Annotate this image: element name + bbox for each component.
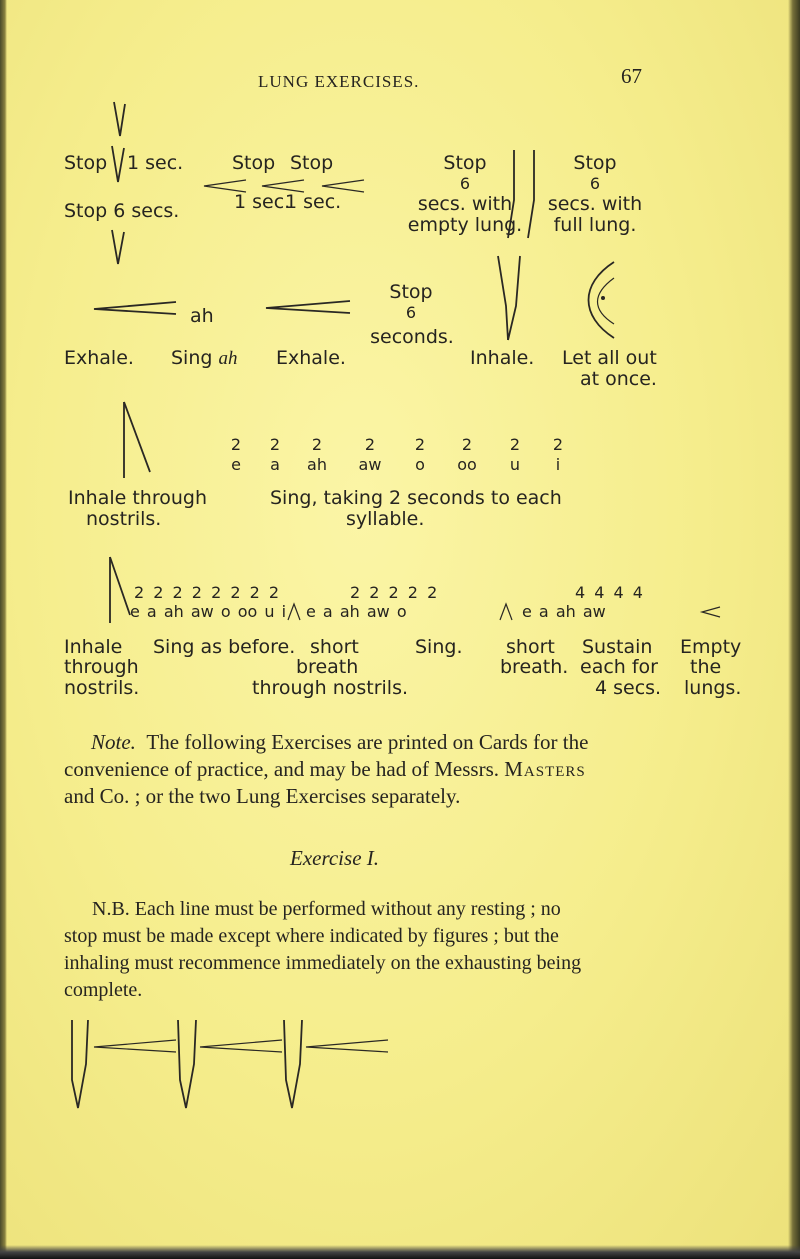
empty-lungs-wedge: [700, 605, 722, 619]
syllable-numbers-c: 4 4 4 4: [575, 583, 643, 602]
note-line-2: convenience of practice, and may be had of Messrs. Masters: [64, 757, 586, 781]
syllable-vowel: e: [231, 455, 241, 474]
empty-label: Empty: [680, 636, 742, 658]
full-lung-six: 6: [589, 174, 601, 193]
short-label-1: short: [310, 636, 359, 658]
nostrils-label-3: nostrils.: [64, 677, 140, 699]
empty-lung-secs: secs. with: [417, 193, 513, 215]
inhale-brackets-glyph: [490, 256, 530, 342]
syllable-vowels-c: e a ah aw: [522, 602, 606, 621]
syllable-number: 2: [230, 435, 242, 454]
seconds-label: seconds.: [370, 326, 454, 348]
page-number: 67: [621, 64, 642, 88]
nb-line-2: stop must be made except where indicated by figures ; but the: [64, 925, 559, 947]
empty-lung-six: 6: [459, 174, 471, 193]
sustain-label: Sustain: [582, 636, 653, 658]
each-for-label: each for: [580, 656, 658, 678]
running-header: LUNG EXERCISES.: [258, 72, 420, 91]
one-sec-label-b: 1 sec.: [285, 191, 342, 213]
exhale-label-2: Exhale.: [276, 347, 346, 369]
syllable-vowel: ah: [307, 455, 327, 474]
inhale-triangle-glyph: [120, 400, 156, 480]
exhale-wedge-glyph-2: [264, 299, 352, 315]
syllable-number: 2: [414, 435, 426, 454]
nostrils-label: nostrils.: [86, 508, 162, 530]
inhale-stroke-glyph: [104, 102, 128, 184]
syllable-number: 2: [509, 435, 521, 454]
inhale-stroke-glyph-2: [104, 230, 128, 266]
sing-as-before-label: Sing as before.: [153, 636, 296, 658]
note-line-3: and Co. ; or the two Lung Exercises separately.: [64, 784, 461, 808]
nb-line-4: complete.: [64, 979, 143, 1001]
syllable-numbers-a: 2 2 2 2 2 2 2 2: [134, 583, 280, 602]
the-label: the: [690, 656, 722, 678]
exercise-title: Exercise I.: [290, 846, 380, 870]
lungs-label: lungs.: [684, 677, 742, 699]
let-out-curve-glyph: [578, 258, 630, 342]
page-bottom-edge: [0, 1245, 800, 1259]
nb-line-3: inhaling must recommence immediately on the exhausting being: [64, 952, 582, 974]
syllable-vowel: i: [555, 455, 561, 474]
syllable-number: 2: [552, 435, 564, 454]
exhale-label-1: Exhale.: [64, 347, 134, 369]
sing-instruction-line2: syllable.: [346, 508, 425, 530]
note-line-1: Note. The following Exercises are printed on Cards for the: [91, 730, 589, 754]
syllable-vowel: a: [270, 455, 280, 474]
syllable-vowels-b: e a ah aw o: [306, 602, 407, 621]
empty-lung-label: empty lung.: [407, 214, 523, 236]
syllable-number: 2: [311, 435, 323, 454]
syllable-vowel: aw: [358, 455, 382, 474]
syllable-numbers-b: 2 2 2 2 2: [350, 583, 438, 602]
short-breath-mark-2: [498, 602, 514, 622]
page-right-edge: [788, 0, 800, 1259]
four-secs-label: 4 secs.: [595, 677, 662, 699]
syllable-vowels-a: e a ah aw o oo u i: [130, 602, 287, 621]
through-label-3: through: [64, 656, 139, 678]
syllable-number: 2: [269, 435, 281, 454]
one-sec-label-a: 1 sec.: [234, 191, 291, 213]
syllable-vowel: u: [509, 455, 521, 474]
sing-instruction-line1: Sing, taking 2 seconds to each: [270, 487, 562, 509]
stop-mid-label: Stop: [389, 281, 433, 303]
stop-label-a: Stop: [232, 152, 276, 174]
let-all-out-label: Let all out: [562, 347, 657, 369]
stop-label-b: Stop: [290, 152, 334, 174]
syllable-vowel: o: [415, 455, 425, 474]
full-lung-stop: Stop: [573, 152, 617, 174]
ah-label: ah: [190, 305, 214, 327]
full-lung-label: full lung.: [553, 214, 637, 236]
short-breath-mark-1: [286, 602, 302, 622]
syllable-number: 2: [461, 435, 473, 454]
page-left-edge: [0, 0, 7, 1259]
one-sec-label: 1 sec.: [127, 152, 184, 174]
exhale-wedge-glyph-1: [92, 300, 178, 316]
through-nostrils-label: through nostrils.: [252, 677, 409, 699]
breath-label-1: breath: [296, 656, 359, 678]
sing-ah-label: Sing ah: [171, 347, 238, 369]
sing-label: Sing.: [415, 636, 463, 658]
stop-label: Stop: [64, 152, 108, 174]
stop-six-secs-label: Stop 6 secs.: [64, 200, 180, 222]
syllable-vowel: oo: [457, 455, 477, 474]
stop-mid-six: 6: [405, 303, 417, 322]
inhale-through-label: Inhale through: [68, 487, 207, 509]
nb-line-1: N.B. Each line must be performed without any resting ; no: [92, 898, 561, 920]
short-label-2: short: [506, 636, 555, 658]
breath-label-2: breath.: [500, 656, 569, 678]
at-once-label: at once.: [580, 368, 657, 390]
exercise-one-breath-pattern: [68, 1020, 398, 1110]
inhale-label: Inhale.: [470, 347, 535, 369]
inhale-label-3: Inhale: [64, 636, 123, 658]
syllable-number: 2: [364, 435, 376, 454]
empty-lung-stop: Stop: [443, 152, 487, 174]
full-lung-secs: secs. with: [547, 193, 643, 215]
